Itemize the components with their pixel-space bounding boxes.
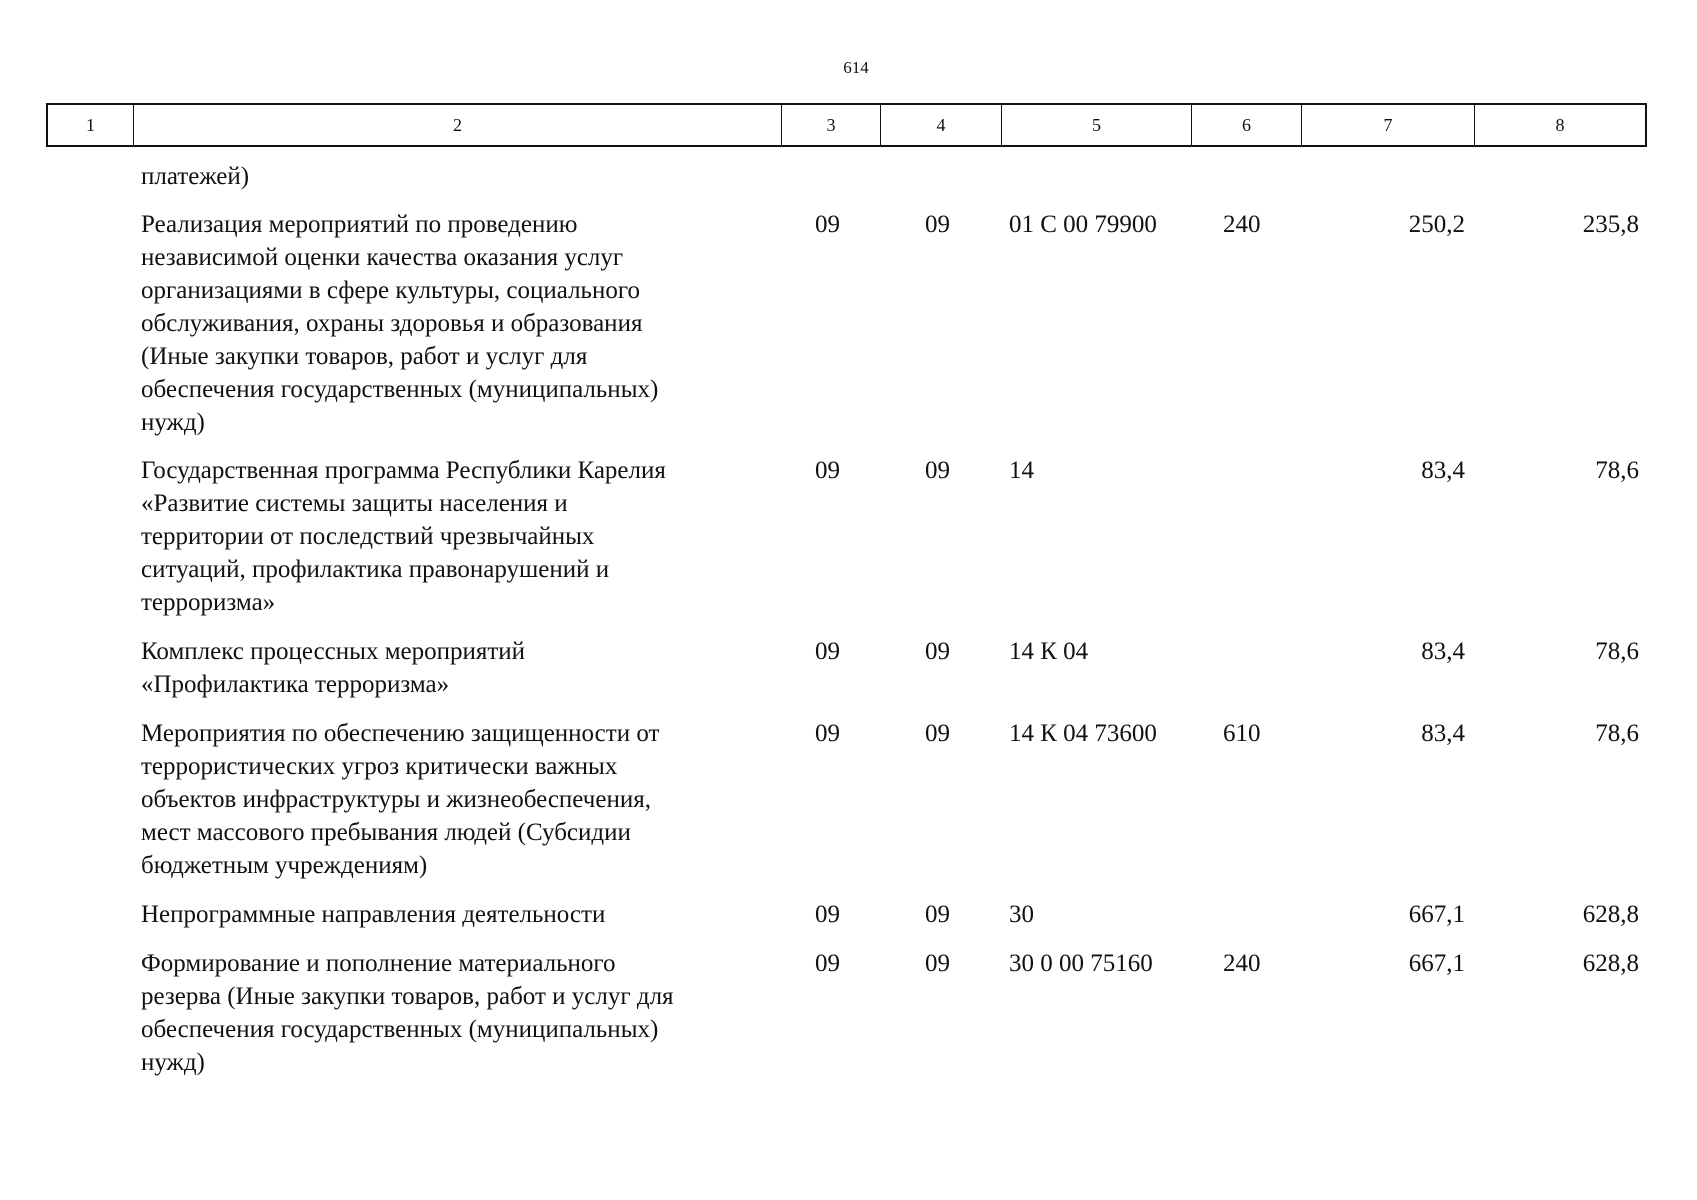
section-code: 09 (815, 950, 840, 977)
description-line: Государственная программа Республики Карелия (141, 457, 666, 484)
amount-col-7: 83,4 (1421, 457, 1465, 484)
description-line: территории от последствий чрезвычайных (141, 523, 595, 550)
description-line: Мероприятия по обеспечению защищенности от (141, 720, 660, 747)
row-description (141, 947, 761, 1079)
description-line: мест массового пребывания людей (Субсидии (141, 819, 631, 846)
amount-col-8: 78,6 (1595, 638, 1639, 665)
page-number: 614 (843, 58, 869, 77)
description-line: обеспечения государственных (муниципальных) (141, 376, 659, 403)
amount-col-8: 78,6 (1595, 457, 1639, 484)
row-description (141, 160, 761, 193)
target-article-code: 14 К 04 73600 (1009, 720, 1157, 747)
subsection-code: 09 (925, 638, 950, 665)
row-description (141, 208, 761, 439)
table-header-row (46, 103, 1647, 147)
description-line: Непрограммные направления деятельности (141, 901, 606, 928)
subsection-code: 09 (925, 211, 950, 238)
description-line: обеспечения государственных (муниципальных) (141, 1016, 659, 1043)
header-col-3: 3 (782, 105, 881, 145)
description-line: резерва (Иные закупки товаров, работ и услуг для (141, 983, 674, 1010)
row-description (141, 454, 761, 619)
section-code: 09 (815, 638, 840, 665)
header-col-1: 1 (48, 105, 134, 145)
description-line: (Иные закупки товаров, работ и услуг для (141, 343, 588, 370)
target-article-code: 14 К 04 (1009, 638, 1089, 665)
description-line: нужд) (141, 1049, 205, 1076)
description-line: Реализация мероприятий по проведению (141, 211, 578, 238)
header-col-6: 6 (1192, 105, 1302, 145)
row-description (141, 635, 761, 701)
target-article-code: 14 (1009, 457, 1034, 484)
description-line: ситуаций, профилактика правонарушений и (141, 556, 610, 583)
description-line: Формирование и пополнение материального (141, 950, 616, 977)
subsection-code: 09 (925, 901, 950, 928)
expense-type-code: 610 (1223, 720, 1261, 747)
header-col-4: 4 (881, 105, 1002, 145)
description-line: нужд) (141, 409, 205, 436)
description-line: бюджетным учреждениям) (141, 852, 428, 879)
section-code: 09 (815, 720, 840, 747)
section-code: 09 (815, 901, 840, 928)
description-line: организациями в сфере культуры, социального (141, 277, 640, 304)
description-line: «Профилактика терроризма» (141, 671, 450, 698)
row-description (141, 898, 761, 931)
description-line: платежей) (141, 163, 250, 190)
amount-col-8: 628,8 (1582, 901, 1639, 928)
description-line: объектов инфраструктуры и жизнеобеспечения, (141, 786, 651, 813)
amount-col-8: 628,8 (1582, 950, 1639, 977)
amount-col-8: 235,8 (1582, 211, 1639, 238)
amount-col-7: 667,1 (1408, 901, 1465, 928)
target-article-code: 30 (1009, 901, 1034, 928)
expense-type-code: 240 (1223, 211, 1261, 238)
section-code: 09 (815, 211, 840, 238)
description-line: «Развитие системы защиты населения и (141, 490, 568, 517)
target-article-code: 30 0 00 75160 (1009, 950, 1153, 977)
description-line: террористических угроз критически важных (141, 753, 618, 780)
description-line: терроризма» (141, 589, 276, 616)
subsection-code: 09 (925, 950, 950, 977)
description-line: Комплекс процессных мероприятий (141, 638, 526, 665)
header-col-5: 5 (1002, 105, 1192, 145)
amount-col-7: 250,2 (1408, 211, 1465, 238)
amount-col-7: 667,1 (1408, 950, 1465, 977)
row-description (141, 717, 761, 882)
description-line: обслуживания, охраны здоровья и образования (141, 310, 643, 337)
header-col-8: 8 (1555, 114, 1565, 135)
expense-type-code: 240 (1223, 950, 1261, 977)
header-col-2: 2 (134, 105, 782, 145)
amount-col-8: 78,6 (1595, 720, 1639, 747)
amount-col-7: 83,4 (1421, 638, 1465, 665)
subsection-code: 09 (925, 457, 950, 484)
amount-col-7: 83,4 (1421, 720, 1465, 747)
target-article-code: 01 С 00 79900 (1009, 211, 1157, 238)
section-code: 09 (815, 457, 840, 484)
header-col-7: 7 (1302, 105, 1475, 145)
description-line: независимой оценки качества оказания услуг (141, 244, 624, 271)
subsection-code: 09 (925, 720, 950, 747)
